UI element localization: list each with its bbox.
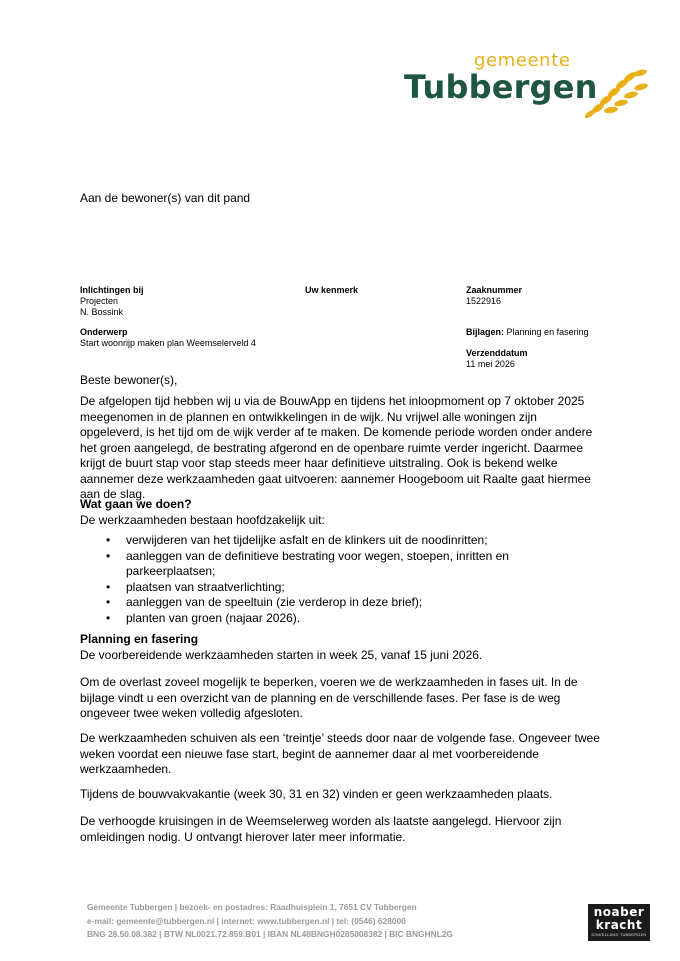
verzenddatum-label: Verzenddatum xyxy=(466,348,528,358)
bijlagen-value: Planning en fasering xyxy=(506,327,589,337)
section-what xyxy=(80,497,600,528)
planning-paragraph-5: De verhoogde kruisingen in de Weemselerweg worden als laatste aangelegd. Hiervoor zijn omleidingen nodig. U ontvangt hierover later meer informatie. xyxy=(80,814,562,844)
section-planning xyxy=(80,632,600,663)
inlichtingen-contact: N. Bossink xyxy=(80,307,124,317)
planning-paragraph-1: De voorbereidende werkzaamheden starten in week 25, vanaf 15 juni 2026. xyxy=(80,647,483,662)
verzenddatum-block xyxy=(466,348,528,370)
footer-address: Gemeente Tubbergen | bezoek- en postadres: Raadhuisplein 1, 7651 CV Tubbergen xyxy=(87,902,417,912)
section-planning-heading: Planning en fasering xyxy=(80,632,199,646)
bullet-icon: • xyxy=(106,595,111,609)
onderwerp-block xyxy=(80,327,256,349)
planning-paragraph-3: De werkzaamheden schuiven als een ‘treintje’ steeds door naar de volgende fase. Ongeveer twee weken voordat een nieuwe fase start, begint de aannemer daar al met voorbereidende werkzaamheden. xyxy=(80,731,600,776)
list-item: • aanleggen van de definitieve bestrating voor wegen, stoepen, inritten en parkeerplaatsen; xyxy=(106,548,509,578)
verzenddatum-value: 11 mei 2026 xyxy=(466,359,515,369)
bullet-icon: • xyxy=(106,610,111,625)
bullet-icon: • xyxy=(106,533,111,547)
list-item: • verwijderen van het tijdelijke asfalt en de klinkers uit de noodinritten; xyxy=(106,533,488,547)
logo-subtitle: gemeente xyxy=(474,50,571,71)
kenmerk-label: Uw kenmerk xyxy=(305,285,359,295)
planning-paragraph-4: Tijdens de bouwvakvakantie (week 30, 31 en 32) vinden er geen werkzaamheden plaats. xyxy=(80,787,553,801)
bijlagen-label: Bijlagen: xyxy=(466,327,505,337)
inlichtingen-block xyxy=(80,285,144,318)
bullet-icon: • xyxy=(106,579,111,594)
inlichtingen-department: Projecten xyxy=(80,296,119,306)
section-what-heading: Wat gaan we doen? xyxy=(80,497,192,511)
inlichtingen-label: Inlichtingen bij xyxy=(80,285,144,295)
wheat-logo-icon xyxy=(580,64,656,118)
salutation: Beste bewoner(s), xyxy=(80,373,178,387)
intro-paragraph: De afgelopen tijd hebben wij u via de BouwApp en tijdens het inloopmoment op 7 oktober 2025 meegenomen in de plannen en ontwikkelingen in de wijk. Nu vrijwel alle woningen zijn opgeleverd, is het tijd om de wijk verder af te maken. De komende periode worden onder andere het groen aangelegd, de bestrating afgerond en de openbare ruimte verder ingericht. Daarmee krijgt de buurt stap voor stap steeds meer haar definitieve uitstraling. Ook is bekend welke aannemer deze werkzaamheden gaat uitvoeren: aannemer Hoogeboom uit Raalte gaat hiermee aan de slag. xyxy=(80,394,593,501)
logo-title: Tubbergen xyxy=(404,68,598,106)
onderwerp-label: Onderwerp xyxy=(80,327,128,337)
work-list xyxy=(80,533,600,626)
onderwerp-value: Start woonrijp maken plan Weemselerveld 4 xyxy=(80,338,256,348)
zaaknummer-label: Zaaknummer xyxy=(466,285,523,295)
list-item: • planten van groen (najaar 2026). xyxy=(106,610,301,625)
section-what-lead: De werkzaamheden bestaan hoofdzakelijk uit: xyxy=(80,512,325,527)
list-item: • plaatsen van straatverlichting; xyxy=(106,579,285,594)
badge-line-3: DINKELLAND TUBBERGEN xyxy=(591,932,647,937)
noaberkracht-badge xyxy=(588,904,650,941)
badge-line-1: noaber xyxy=(593,905,645,919)
zaaknummer-value: 1522916 xyxy=(466,296,502,306)
bullet-icon: • xyxy=(106,548,111,563)
footer-bank: BNG 28.50.08.382 | BTW NL0021.72.859.B01 | IBAN NL48BNGH0285008382 | BIC BNGHNL2G xyxy=(87,929,453,939)
badge-line-2: kracht xyxy=(595,918,643,932)
zaaknummer-block xyxy=(466,285,522,307)
planning-paragraph-2: Om de overlast zoveel mogelijk te beperken, voeren we de werkzaamheden in fases uit. In de bijlage vindt u een overzicht van de planning en de verschillende fases. Per fase is de weg ongeveer twee weken volledig afgesloten. xyxy=(80,675,578,720)
kenmerk-block xyxy=(305,285,358,296)
footer xyxy=(87,901,453,942)
list-item: • aanleggen van de speeltuin (zie verderop in deze brief); xyxy=(106,595,423,609)
addressee: Aan de bewoner(s) van dit pand xyxy=(80,191,251,205)
footer-contact: e-mail: gemeente@tubbergen.nl | internet: www.tubbergen.nl | tel: (0546) 628000 xyxy=(87,915,406,926)
bijlagen-line xyxy=(466,327,589,337)
